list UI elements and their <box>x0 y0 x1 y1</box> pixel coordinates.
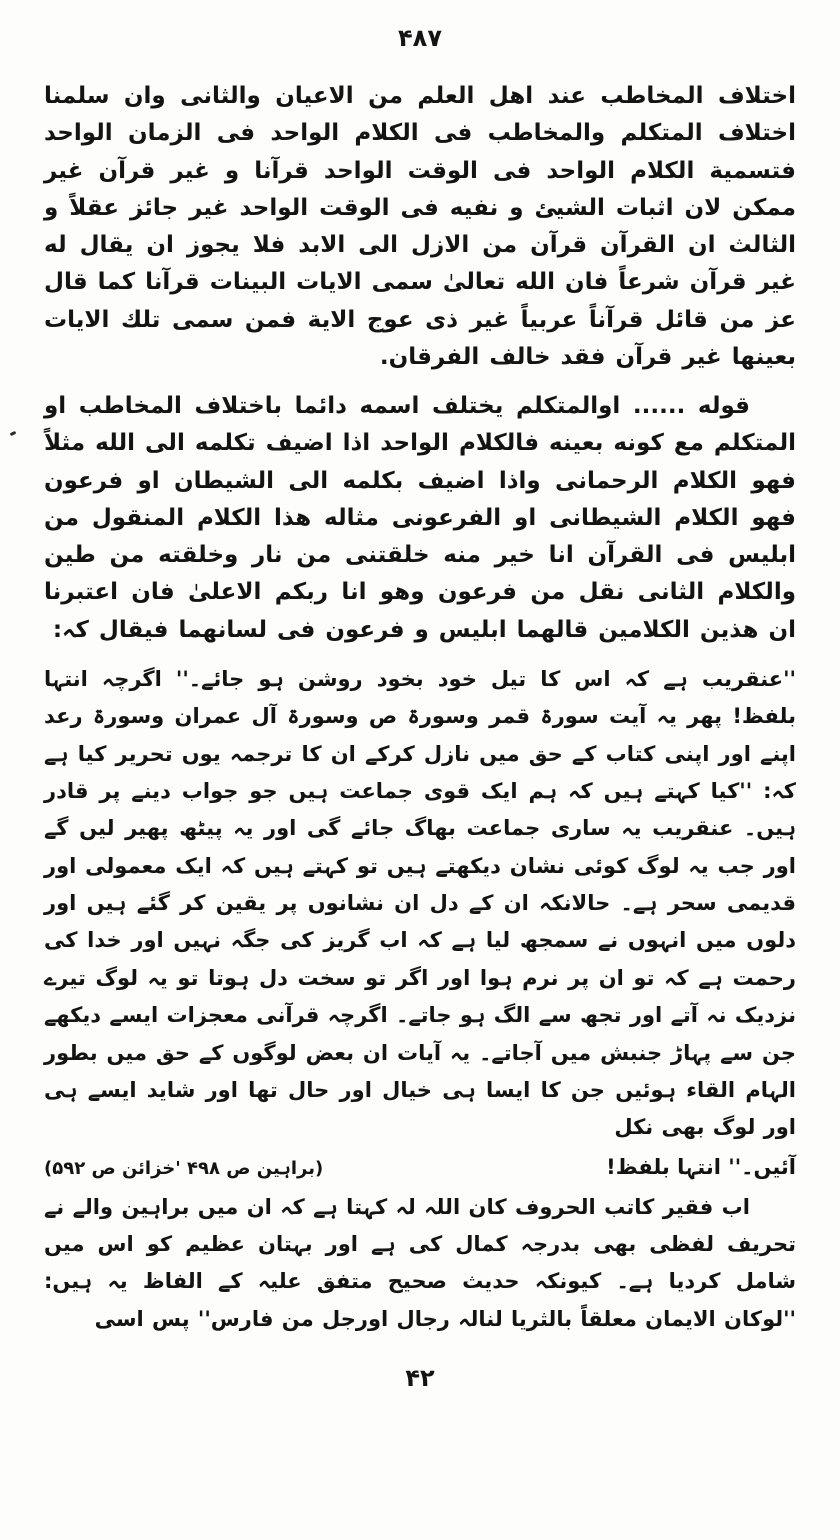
arabic-paragraph-qawluhu: قوله ...... اوالمتكلم يختلف اسمه دائما باختلاف المخاطب او المتكلم مع كونه بعينه فالكلام الواحد اذا اضيف تكلمه الى الله مثلاً فهو الكلام الرحمانى واذا اضيف بكلمه الى الشيطان او فرعون فهو الكلام الشيطانى او الفرعونى مثاله هذا الكلام المنقول من ابليس فى القرآن انا خير منه خلقتنى من نار وخلقته من طين والكلام الثانى نقل من فرعون وهو انا ربكم الاعلىٰ فان اعتبرنا ان هذين الكلامين قالهما ابليس و فرعون فى لسانهما فيقال كہ: <box>44 393 796 643</box>
page-number-bottom: ۴۲ <box>405 1364 435 1393</box>
quote-ending-text: آئیں۔'' انتہا بلفظ! <box>606 1154 796 1179</box>
urdu-translation-quote: ''عنقریب ہے کہ اس کا تیل خود بخود روشن ہو جائے۔'' اگرچہ انتہا بلفظ! پھر یہ آیت سورۃ قمر وسورۃ ص وسورۃ آل عمران وسورۃ رعد اپنے اور اپنی کتاب کے حق میں نازل کرکے ان کا ترجمہ یوں تحریر کیا ہے کہ: ''کیا کہتے ہیں کہ ہم ایک قوی جماعت ہیں جو جواب دینے پر قادر ہیں۔ عنقریب یہ ساری جماعت بھاگ جائے گی اور یہ پیٹھ پھیر لیں گے اور جب یہ لوگ کوئی نشان دیکھتے ہیں تو کہتے ہیں کہ ایک معمولی اور قدیمی سحر ہے۔ حالانکہ ان کے دل ان نشانوں پر یقین کر گئے ہیں اور دلوں میں انہوں نے سمجھ لیا ہے کہ اب گریز کی جگہ نہیں اور خدا کی رحمت ہے کہ تو ان پر نرم ہوا اور اگر تو سخت دل ہوتا تو یہ لوگ تیرے نزدیک نہ آتے اور تجھ سے الگ ہو جاتے۔ اگرچہ قرآنی معجزات ایسے دیکھے جن سے پہاڑ جنبش میں آجاتے۔ یہ آیات ان بعض لوگوں کے حق میں بطور الہام القاء ہوئیں جن کا ایسا ہی خیال اور حال تھا اور شاید ایسے ہی اور لوگ بھی نکل <box>44 666 796 1140</box>
reference-line <box>44 1155 796 1179</box>
page-number-top: ۴۸۷ <box>398 24 442 52</box>
scan-artifact-mark <box>10 431 17 436</box>
urdu-closing-paragraph: اب فقیر کاتب الحروف کان اللہ لہ کہتا ہے کہ ان میں براہین والے نے تحریف لفظی بھی بدرجہ کمال کی ہے اور بہتان عظیم کو اس میں شامل کردیا ہے۔ کیونکہ حدیث صحیح متفق علیہ کے الفاظ یہ ہیں: ''لوکان الایمان معلقاً بالثریا لنالہ رجال اورجل من فارس'' پس اسی <box>44 1194 796 1331</box>
urdu-text-section <box>44 661 796 1338</box>
citation-reference: (براہین ص ۴۹۸ 'خزائن ص ۵۹۲) <box>44 1157 324 1179</box>
arabic-paragraph-1: اختلاف المخاطب عند اهل العلم من الاعيان والثانى وان سلمنا اختلاف المتكلم والمخاطب فى الكلام الواحد فى الزمان الواحد فتسمية الكلام الواحد فى الوقت الواحد قرآنا و غير قرآن غير ممكن لان اثبات الشيئ و نفيه فى الوقت الواحد غير جائز عقلاً و الثالث ان القرآن قرآن من الازل الى الابد فلا يجوز ان يقال له غير قرآن شرعاً فان الله تعالىٰ سمى الايات البينات قرآنا كما قال عز من قائل قرآناً عربياً غير ذى عوج الاية فمن سمى تلك الايات بعينها غير قرآن فقد خالف الفرقان. <box>44 83 796 370</box>
arabic-text-section <box>44 78 796 649</box>
